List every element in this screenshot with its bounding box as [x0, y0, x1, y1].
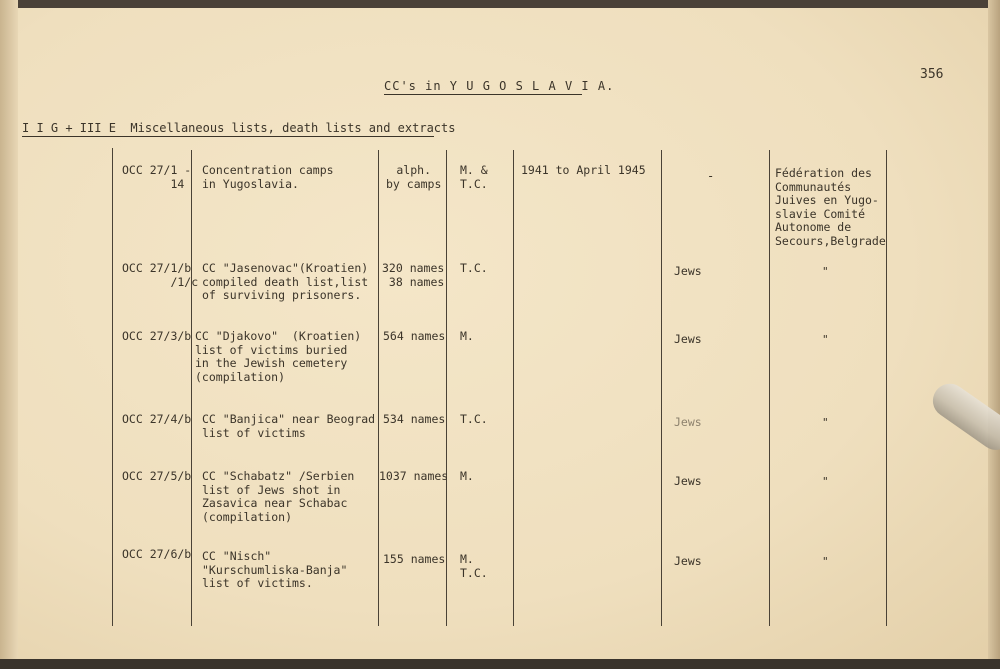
page-number: 356 [920, 67, 944, 82]
entry-reference: OCC 27/4/b [122, 412, 192, 426]
entry-group: - [707, 169, 715, 183]
section-code: I I G + III E [22, 121, 116, 135]
entry-description: CC "Schabatz" /Serbien list of Jews shot in Zasavica near Schabac (compilation) [202, 469, 355, 524]
entry-description: CC "Nisch" "Kurschumliska-Banja" list of victims. [202, 549, 348, 591]
entry-count: 534 names [383, 412, 446, 426]
entry-reference: OCC 27/5/b [122, 469, 192, 483]
entry-type: T.C. [460, 261, 488, 275]
entry-description: CC "Jasenovac"(Kroatien) compiled death list,list of surviving prisoners. [202, 261, 369, 303]
entry-description: CC "Djakovo" (Kroatien) list of victims buried in the Jewish cemetery (compilation) [195, 329, 362, 384]
title-underline [384, 94, 582, 95]
entry-count: 1037 names [379, 469, 449, 483]
entry-type: T.C. [460, 412, 488, 426]
entry-type: M. & T.C. [460, 163, 488, 191]
section-label: Miscellaneous lists, death lists and extracts [130, 121, 456, 135]
column-rule [378, 150, 379, 626]
page-title: CC's in Y U G O S L A V I A. [384, 79, 615, 93]
entry-group: Jews [674, 474, 702, 488]
column-rule [513, 150, 514, 626]
entry-reference: OCC 27/3/b [122, 329, 192, 343]
column-rule [112, 148, 113, 626]
page-bottom-edge [0, 659, 1000, 669]
entry-source-ditto: " [822, 265, 829, 278]
entry-type: M. T.C. [460, 552, 488, 580]
entry-source-ditto: " [822, 416, 829, 429]
entry-source-ditto: " [822, 333, 829, 346]
entry-count: 564 names [383, 329, 446, 343]
entry-count: 320 names 38 names [382, 261, 445, 289]
section-heading [22, 122, 455, 136]
entry-reference: OCC 27/6/b [122, 547, 192, 561]
binding-edge [0, 0, 18, 669]
entry-group: Jews [674, 332, 702, 346]
column-rule [661, 150, 662, 626]
entry-group: Jews [674, 264, 702, 278]
entry-type: M. [460, 469, 474, 483]
entry-count: alph. by camps [386, 163, 442, 191]
entry-reference: OCC 27/1/b /1/c [122, 261, 199, 289]
entry-count: 155 names [383, 552, 446, 566]
entry-group: Jews [674, 415, 702, 429]
column-rule [886, 150, 887, 626]
entry-description: CC "Banjica" near Beograd list of victims [202, 412, 376, 440]
page-top-edge [0, 0, 1000, 8]
entry-reference: OCC 27/1 - 14 [122, 163, 192, 191]
entry-source-ditto: " [822, 475, 829, 488]
entry-source-ditto: " [822, 555, 829, 568]
page-right-edge [988, 0, 1000, 669]
column-rule [446, 150, 447, 626]
column-rule [769, 150, 770, 626]
entry-type: M. [460, 329, 474, 343]
entry-period: 1941 to April 1945 [521, 163, 646, 177]
entry-description: Concentration camps in Yugoslavia. [202, 163, 334, 191]
section-underline [22, 136, 434, 137]
entry-source: Fédération des Communautés Juives en Yugo- slavie Comité Autonome de Secours,Belgrade [775, 166, 886, 248]
entry-group: Jews [674, 554, 702, 568]
